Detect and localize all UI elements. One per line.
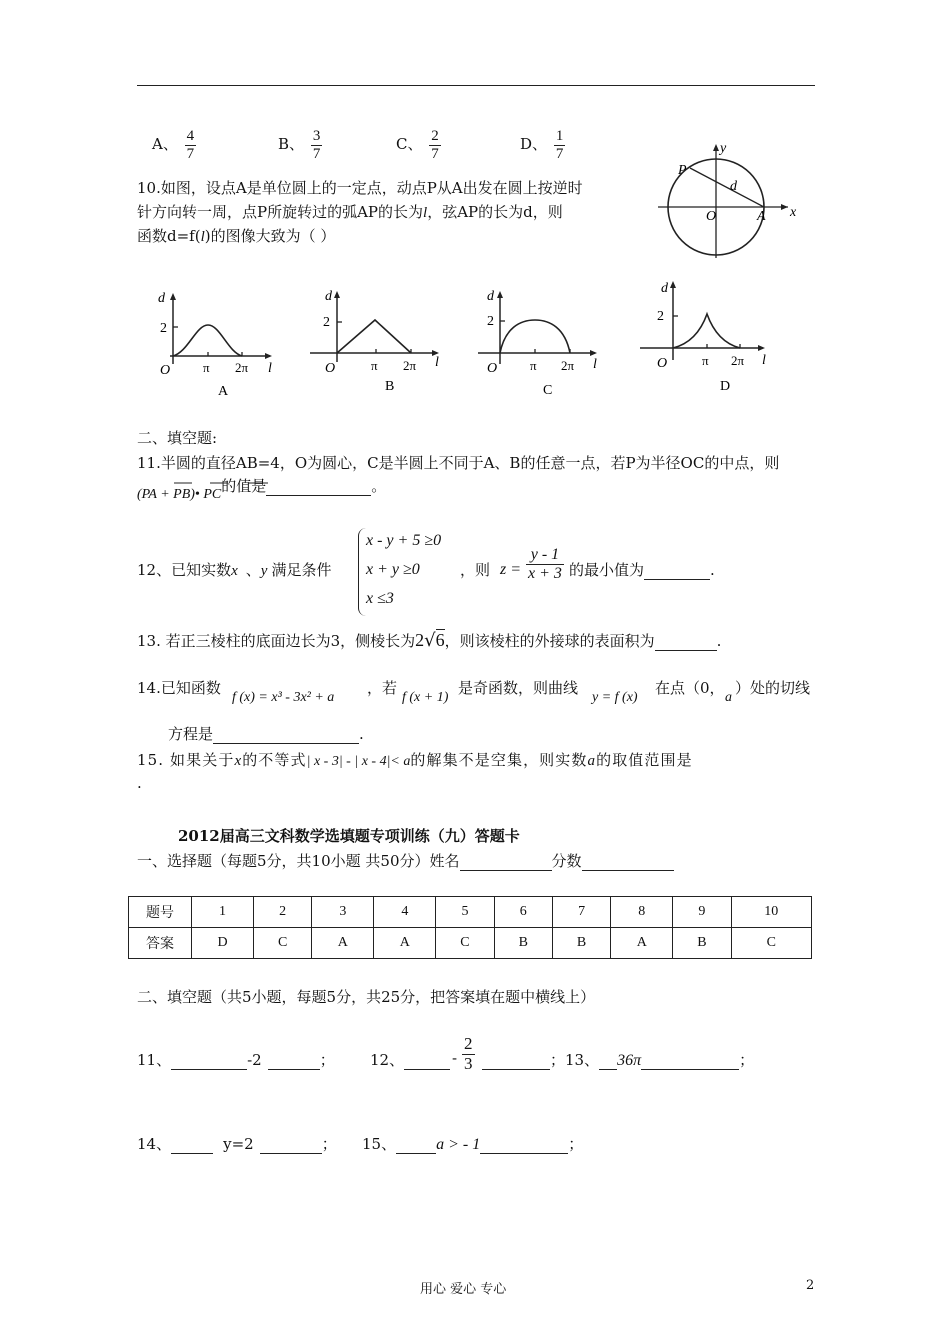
answer-cell: B bbox=[673, 928, 731, 959]
answer-table-header-row bbox=[129, 897, 812, 928]
answer-14: 14、 y=2 ； bbox=[137, 1135, 337, 1153]
answer-11: 11、 -2 ； bbox=[137, 1051, 335, 1069]
q14-tail: ）处的切线 bbox=[735, 679, 811, 697]
q9-option-c: C、 $\frac{2}{7}$ bbox=[396, 128, 439, 162]
q12-then: ，则 bbox=[460, 561, 491, 579]
question-number-cell: 1 bbox=[192, 897, 254, 928]
graph-d-o: O bbox=[657, 356, 668, 371]
answer-cell: C bbox=[436, 928, 494, 959]
q12-fraction: $\frac{y - 1}{x + 3}$ bbox=[528, 546, 562, 582]
answer-12: 12、 bbox=[370, 1049, 450, 1070]
question-number-cell: 4 bbox=[374, 897, 436, 928]
graph-c-d: d bbox=[487, 289, 494, 304]
question-number-cell: 6 bbox=[494, 897, 552, 928]
q14-blank bbox=[213, 725, 359, 744]
circle-label-o: O bbox=[706, 209, 717, 224]
graph-d-two: 2 bbox=[657, 309, 664, 324]
q14-point: 在点（0， bbox=[655, 679, 725, 697]
q9-option-b: B、 $\frac{3}{7}$ bbox=[278, 128, 321, 162]
graph-c-letter: C bbox=[543, 383, 553, 398]
question-number-cell: 7 bbox=[552, 897, 610, 928]
graph-d-letter: D bbox=[720, 379, 731, 394]
answer-cell: C bbox=[254, 928, 312, 959]
name-blank[interactable] bbox=[460, 852, 552, 871]
q11-line1: 11.半圆的直径AB=4，O为圆心，C是半圆上不同于A、B的任意一点，若P为半径OC的中点，则 bbox=[137, 454, 780, 472]
answer-cell: A bbox=[374, 928, 436, 959]
graph-a-d: d bbox=[158, 291, 165, 306]
answer-table bbox=[128, 896, 812, 959]
graph-d-l: l bbox=[762, 353, 766, 368]
q11-blank bbox=[266, 477, 371, 496]
graph-c-2pi: 2π bbox=[561, 358, 575, 373]
header-label-cell: 题号 bbox=[129, 897, 192, 928]
graph-c-two: 2 bbox=[487, 314, 494, 329]
answer-cell: B bbox=[494, 928, 552, 959]
graph-d-pi: π bbox=[702, 353, 709, 368]
q12-blank bbox=[644, 561, 710, 580]
score-blank[interactable] bbox=[582, 852, 674, 871]
graph-b-o: O bbox=[325, 361, 336, 376]
question-number-cell: 8 bbox=[611, 897, 673, 928]
q14-line2: 方程是 . bbox=[168, 725, 364, 743]
answer-card-section-2: 二、填空题（共5小题，每题5分，共25分，把答案填在题中横线上） bbox=[137, 988, 596, 1006]
graph-option-c bbox=[475, 280, 610, 398]
q10-line1: 10.如图，设点A是单位圆上的一定点，动点P从A出发在圆上按逆时 bbox=[137, 179, 583, 197]
graph-d-d: d bbox=[661, 281, 668, 296]
graph-b-two: 2 bbox=[323, 315, 330, 330]
answer-card-title: 2012届高三文科数学选填题专项训练（九）答题卡 bbox=[178, 827, 520, 845]
question-number-cell: 5 bbox=[436, 897, 494, 928]
q12-condition-1: x - y + 5 ≥0 bbox=[366, 532, 442, 549]
q12-z: z = bbox=[500, 561, 522, 578]
header-rule bbox=[137, 85, 815, 86]
answer-cell: A bbox=[611, 928, 673, 959]
graph-a-letter: A bbox=[218, 384, 229, 397]
q14-function: f (x) = x³ - 3x² + a bbox=[232, 690, 335, 705]
graph-b-2pi: 2π bbox=[403, 358, 417, 373]
unit-circle-figure bbox=[650, 140, 800, 260]
section-2-title: 二、填空题: bbox=[137, 429, 218, 447]
graph-c-l: l bbox=[593, 357, 597, 372]
q15-dot: . bbox=[137, 774, 142, 792]
q14-if: ，若 bbox=[367, 679, 398, 697]
graph-a-l: l bbox=[268, 361, 272, 376]
question-number-cell: 2 bbox=[254, 897, 312, 928]
q12-suffix: 的最小值为 . bbox=[569, 561, 715, 579]
graph-b-d: d bbox=[325, 289, 332, 304]
graph-a-pi: π bbox=[203, 360, 210, 375]
circle-label-p: P bbox=[678, 163, 687, 178]
q14-prefix: 14.已知函数 bbox=[137, 679, 221, 697]
q13-blank bbox=[655, 632, 717, 651]
graph-c-pi: π bbox=[530, 358, 537, 373]
answer-label-cell: 答案 bbox=[129, 928, 192, 959]
q9-option-d: D、 $\frac{1}{7}$ bbox=[520, 128, 564, 162]
question-13: 13. 若正三棱柱的底面边长为3，侧棱长为2√6，则该棱柱的外接球的表面积为 . bbox=[137, 630, 722, 651]
q15-line1: 15. 如果关于x的不等式| x - 3| - | x - 4|< a的解集不是空集，则实数a的取值范围是 bbox=[137, 751, 693, 769]
q10-line3: 函数d=f(l)的图像大致为（ ） bbox=[137, 227, 336, 245]
q14-mid: 是奇函数，则曲线 bbox=[458, 679, 579, 697]
circle-label-y: y bbox=[720, 141, 727, 156]
footer-text: 用心 爱心 专心 bbox=[420, 1282, 507, 1297]
q10-line2: 针方向转一周，点P所旋转过的弧AP的长为l，弦AP的长为d，则 bbox=[137, 203, 563, 221]
circle-label-d: d bbox=[730, 179, 737, 194]
answer-cell: B bbox=[552, 928, 610, 959]
question-number-cell: 10 bbox=[731, 897, 811, 928]
q11-vector-bars bbox=[170, 480, 270, 486]
question-number-cell: 9 bbox=[673, 897, 731, 928]
graph-a-two: 2 bbox=[160, 321, 167, 336]
circle-label-a: A bbox=[757, 209, 766, 224]
graph-d-2pi: 2π bbox=[731, 353, 745, 368]
graph-option-a bbox=[140, 282, 280, 397]
answer-15: 15、 a > - 1 ； bbox=[362, 1135, 584, 1153]
q14-shifted-function: f (x + 1) bbox=[402, 690, 449, 705]
q11-vector-expression: (PA + PB)• PC bbox=[137, 487, 222, 502]
circle-label-x: x bbox=[790, 205, 797, 220]
q14-curve: y = f (x) bbox=[592, 690, 638, 705]
q9-option-a: A、 $\frac{4}{7}$ bbox=[152, 128, 195, 162]
q12-line: 12、已知实数x 、y 满足条件 bbox=[137, 561, 332, 579]
answer-12-fraction: $\frac{2}{3}$ bbox=[464, 1034, 473, 1073]
graph-b-letter: B bbox=[385, 379, 395, 394]
answer-card-section-1: 一、选择题（每题5分，共10小题 共50分）姓名 分数 bbox=[137, 850, 674, 871]
graph-a-o: O bbox=[160, 363, 171, 378]
graph-c-o: O bbox=[487, 361, 498, 376]
graph-b-l: l bbox=[435, 355, 439, 370]
answer-cell: C bbox=[731, 928, 811, 959]
graph-a-2pi: 2π bbox=[235, 360, 249, 375]
page-number: 2 bbox=[806, 1278, 815, 1293]
q14-a: a bbox=[725, 690, 732, 705]
question-number-cell: 3 bbox=[312, 897, 374, 928]
answer-12-sign: - bbox=[452, 1049, 458, 1067]
graph-option-d bbox=[635, 276, 780, 394]
answer-cell: A bbox=[312, 928, 374, 959]
answer-table-answer-row bbox=[129, 928, 812, 959]
graph-b-pi: π bbox=[371, 358, 378, 373]
q11-line2: (PA + PB)• PC的值是 。 bbox=[137, 477, 387, 502]
graph-option-b bbox=[305, 280, 450, 395]
q12-condition-3: x ≤3 bbox=[366, 590, 394, 607]
q12-condition-2: x + y ≥0 bbox=[366, 561, 420, 578]
answer-13: ；13、 36π ； bbox=[482, 1049, 754, 1070]
answer-cell: D bbox=[192, 928, 254, 959]
